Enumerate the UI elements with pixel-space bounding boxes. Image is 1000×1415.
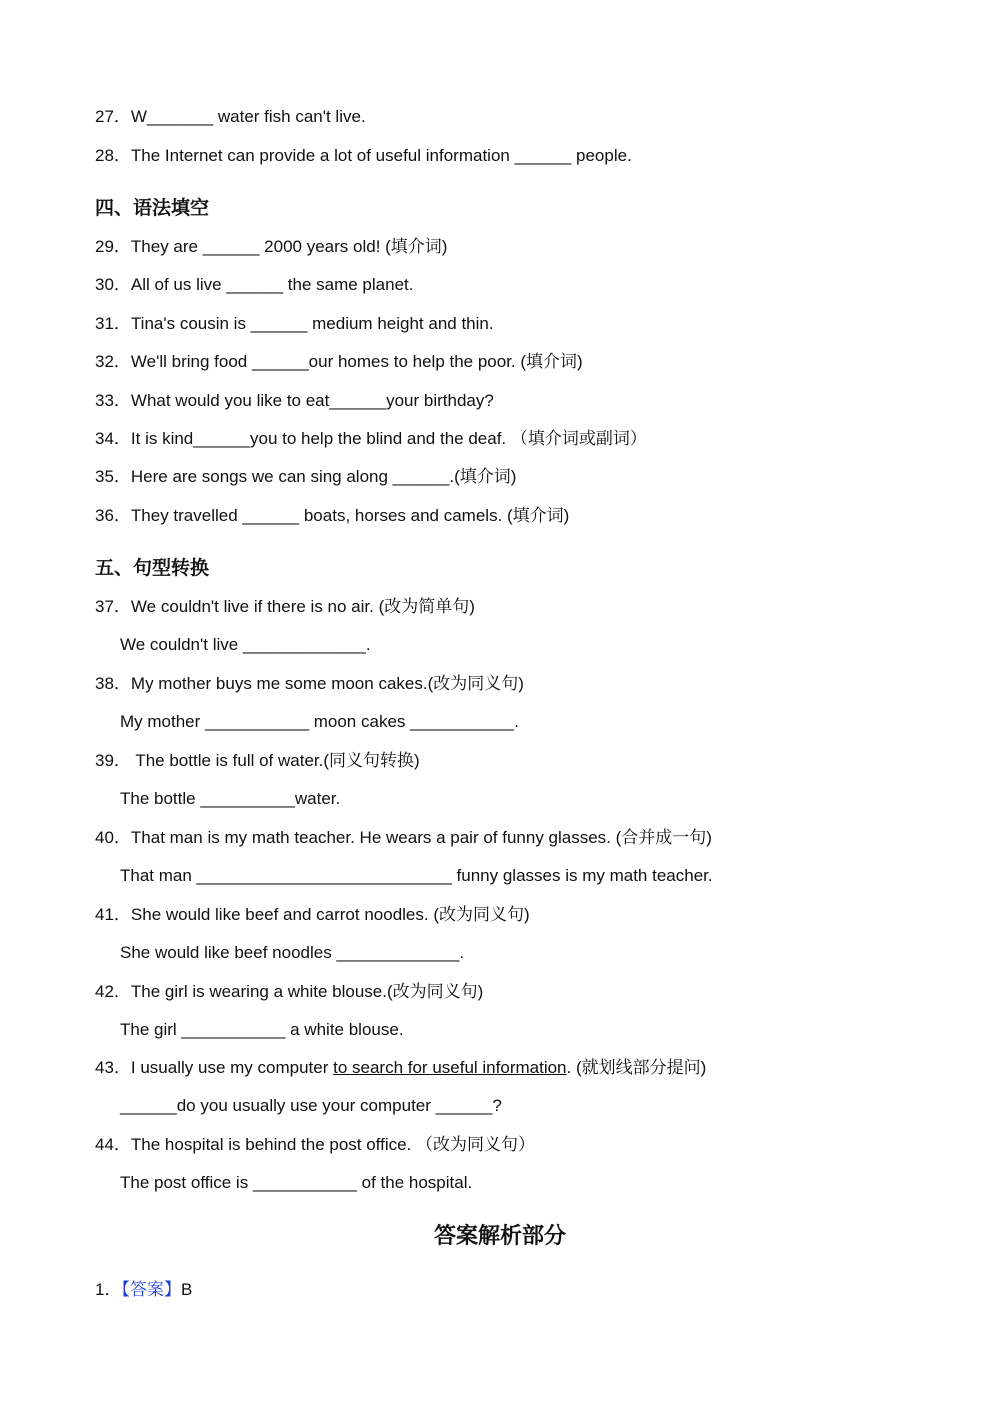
question-43 xyxy=(95,1057,706,1079)
question-35: 35．Here are songs we can sing along ______.(填介词) xyxy=(95,467,517,486)
question-43-answer-line: ______do you usually use your computer ______? xyxy=(120,1096,502,1115)
answer-1-tag: 【答案】 xyxy=(121,1280,181,1299)
answer-1 xyxy=(95,1279,192,1301)
question-44-answer-line: The post office is ___________ of the hospital. xyxy=(120,1173,473,1192)
question-39: 39． The bottle is full of water.(同义句转换) xyxy=(95,751,420,770)
question-40-answer-line: That man ___________________________ funny glasses is my math teacher. xyxy=(120,866,713,885)
question-31: 31．Tina's cousin is ______ medium height and thin. xyxy=(95,314,494,333)
question-32: 32．We'll bring food ______our homes to help the poor. (填介词) xyxy=(95,352,583,371)
question-43-suffix: . (就划线部分提问) xyxy=(566,1058,707,1077)
question-28: 28．The Internet can provide a lot of useful information ______ people. xyxy=(95,146,632,165)
question-42: 42．The girl is wearing a white blouse.(改为同义句) xyxy=(95,982,484,1001)
question-43-prefix: 43．I usually use my computer xyxy=(95,1058,334,1077)
section-5-title: 五、句型转换 xyxy=(95,558,210,579)
question-38: 38．My mother buys me some moon cakes.(改为同义句) xyxy=(95,674,524,693)
question-42-answer-line: The girl ___________ a white blouse. xyxy=(120,1020,404,1039)
question-30: 30．All of us live ______ the same planet. xyxy=(95,275,414,294)
question-44: 44．The hospital is behind the post office. （改为同义句） xyxy=(95,1135,535,1154)
answer-1-value: B xyxy=(180,1280,193,1299)
question-37-answer-line: We couldn't live _____________. xyxy=(120,635,371,654)
question-38-answer-line: My mother ___________ moon cakes ___________. xyxy=(120,712,519,731)
question-29: 29．They are ______ 2000 years old! (填介词) xyxy=(95,237,448,256)
answer-1-number: 1． xyxy=(95,1280,122,1299)
question-37: 37．We couldn't live if there is no air. (改为简单句) xyxy=(95,597,475,616)
section-4-title: 四、语法填空 xyxy=(95,198,210,219)
question-33: 33．What would you like to eat______your birthday? xyxy=(95,391,494,410)
question-36: 36．They travelled ______ boats, horses and camels. (填介词) xyxy=(95,506,570,525)
question-39-answer-line: The bottle __________water. xyxy=(120,789,341,808)
question-41: 41．She would like beef and carrot noodles. (改为同义句) xyxy=(95,905,530,924)
question-40: 40．That man is my math teacher. He wears a pair of funny glasses. (合并成一句) xyxy=(95,828,712,847)
question-34: 34．It is kind______you to help the blind and the deaf. （填介词或副词） xyxy=(95,429,647,448)
answers-section-title: 答案解析部分 xyxy=(433,1223,566,1248)
question-41-answer-line: She would like beef noodles _____________. xyxy=(120,943,465,962)
question-27: 27．W_______ water fish can't live. xyxy=(95,107,366,126)
question-43-underlined-phrase: to search for useful information xyxy=(333,1058,567,1077)
